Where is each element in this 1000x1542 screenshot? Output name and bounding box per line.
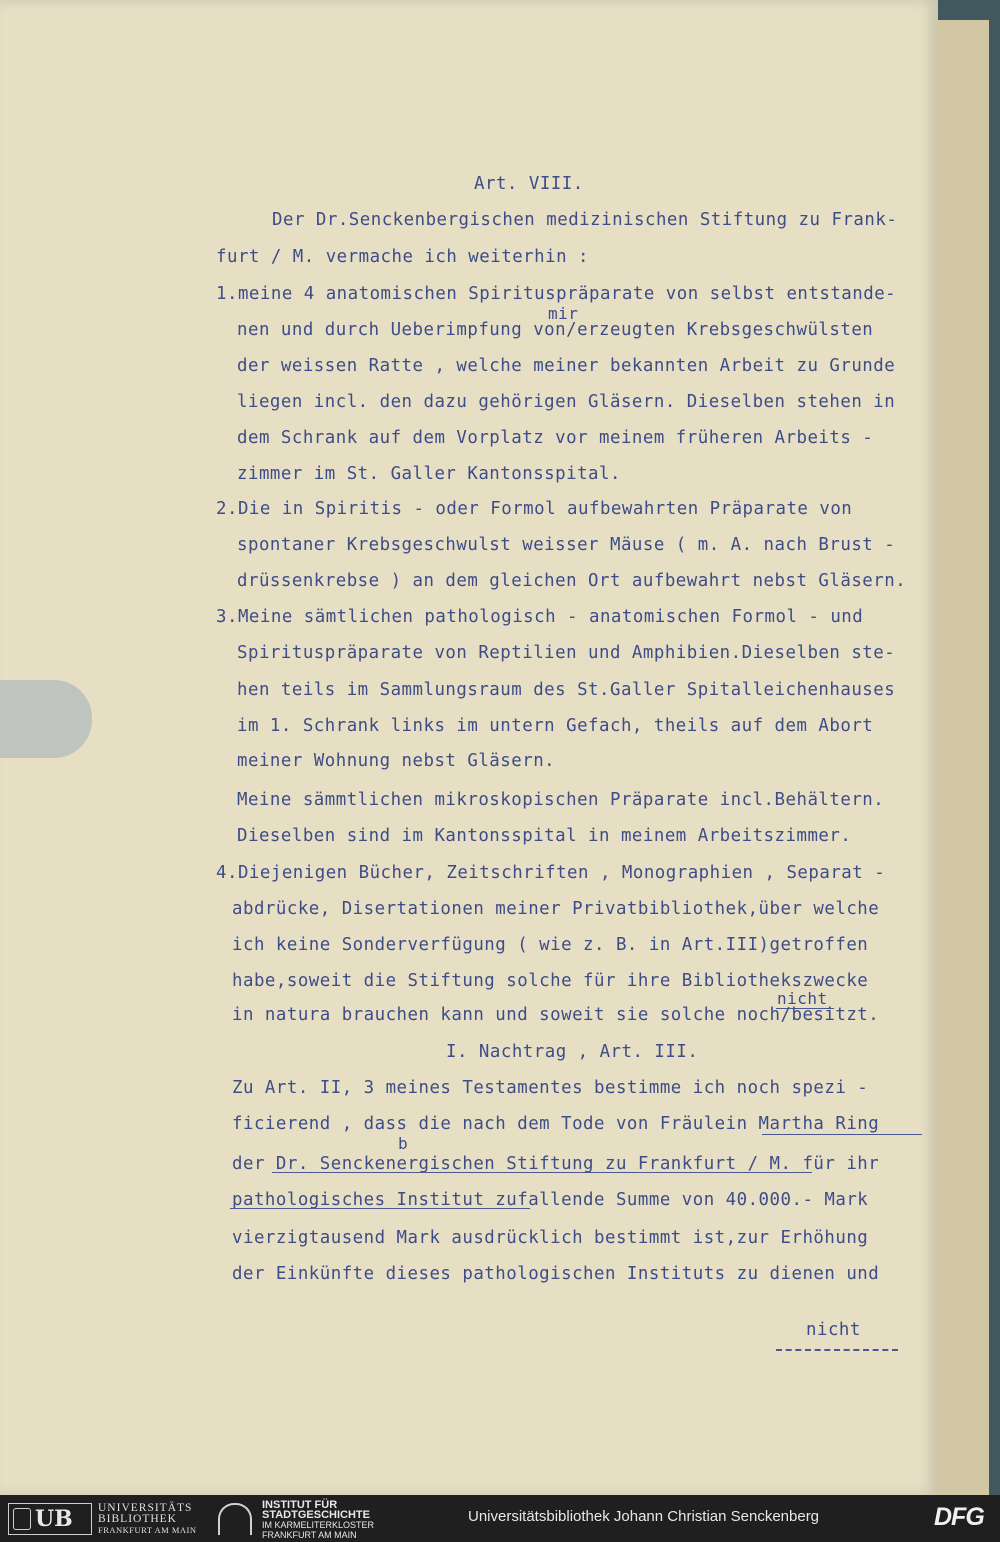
interlinear-insertion: nicht <box>777 989 828 1008</box>
document-title: Art. VIII. <box>474 174 584 194</box>
text-line: der Einkünfte dieses pathologischen Instituts zu dienen und <box>232 1264 880 1284</box>
text-line: Zu Art. II, 3 meines Testamentes bestimme ich noch spezi - <box>232 1078 869 1098</box>
text-line: Meine sämmtlichen mikroskopischen Präparate incl.Behältern. <box>237 790 885 810</box>
portrait-icon <box>13 1508 31 1530</box>
arch-icon <box>218 1503 252 1535</box>
text-line: 2.Die in Spiritis - oder Formol aufbewahrten Präparate von <box>216 499 853 519</box>
text-line: der Dr. Senckenergischen Stiftung zu Frankfurt / M. für ihr <box>232 1154 880 1174</box>
underline-stiftung <box>272 1172 812 1173</box>
catchword: nicht <box>806 1320 861 1340</box>
text-line: in natura brauchen kann und soweit sie solche noch/besitzt. <box>232 1005 880 1025</box>
text-line: meiner Wohnung nebst Gläsern. <box>237 751 556 771</box>
text-line: ficierend , dass die nach dem Tode von Fräulein Martha Ring <box>232 1114 880 1134</box>
isg-name[interactable]: INSTITUT FÜR STADTGESCHICHTE IM KARMELITERKLOSTER FRANKFURT AM MAIN <box>262 1499 375 1540</box>
text-line: spontaner Krebsgeschwulst weisser Mäuse ( m. A. nach Brust - <box>237 535 896 555</box>
ub-logo-text: UB <box>35 1506 73 1532</box>
text-line: Dieselben sind im Kantonsspital in meinem Arbeitszimmer. <box>237 826 852 846</box>
text-line: abdrücke, Disertationen meiner Privatbibliothek,über welche <box>232 899 880 919</box>
page-clip-tab <box>0 680 92 758</box>
text-line: dem Schrank auf dem Vorplatz vor meinem früheren Arbeits - <box>237 428 874 448</box>
text-line: 1.meine 4 anatomischen Spirituspräparate von selbst entstande- <box>216 284 897 304</box>
interlinear-insertion: mir <box>548 304 579 323</box>
ub-logo[interactable] <box>8 1503 92 1535</box>
text-line: nen und durch Ueberimpfung von/erzeugten Krebsgeschwülsten <box>237 320 874 340</box>
text-line: 3.Meine sämtlichen pathologisch - anatomischen Formol - und <box>216 607 864 627</box>
text-line: ich keine Sonderverfügung ( wie z. B. in Art.III)getroffen <box>232 935 869 955</box>
text-line: drüssenkrebse ) an dem gleichen Ort aufbewahrt nebst Gläsern. <box>237 571 907 591</box>
text-line: hen teils im Sammlungsraum des St.Galler Spitalleichenhauses <box>237 680 896 700</box>
text-line: vierzigtausend Mark ausdrücklich bestimmt ist,zur Erhöhung <box>232 1228 869 1248</box>
dfg-logo[interactable]: DFG <box>934 1503 984 1531</box>
text-line: liegen incl. den dazu gehörigen Gläsern. Dieselben stehen in <box>237 392 896 412</box>
interlinear-insertion: b <box>398 1134 409 1153</box>
footer-library-name[interactable]: Universitätsbibliothek Johann Christian Senckenberg <box>468 1508 820 1525</box>
text-line: pathologisches Institut zufallende Summe von 40.000.- Mark <box>232 1190 869 1210</box>
text-line: furt / M. vermache ich weiterhin : <box>216 247 589 267</box>
underline-institut <box>230 1208 530 1209</box>
text-line: im 1. Schrank links im untern Gefach, theils auf dem Abort <box>237 716 874 736</box>
text-line: 4.Diejenigen Bücher, Zeitschriften , Monographien , Separat - <box>216 863 886 883</box>
text-line: habe,soweit die Stiftung solche für ihre Bibliothekszwecke <box>232 971 869 991</box>
footer-bar <box>0 1495 1000 1542</box>
text-line: der weissen Ratte , welche meiner bekannten Arbeit zu Grunde <box>237 356 896 376</box>
ub-name: UNIVERSITÄTS BIBLIOTHEK FRANKFURT AM MAIN <box>98 1502 197 1535</box>
underline-martha-ring <box>762 1134 922 1135</box>
text-line: zimmer im St. Galler Kantonsspital. <box>237 464 621 484</box>
catchword-underline <box>776 1349 898 1351</box>
text-line: Spirituspräparate von Reptilien und Amphibien.Dieselben ste- <box>237 643 896 663</box>
section-heading: I. Nachtrag , Art. III. <box>446 1042 699 1062</box>
text-line: Der Dr.Senckenbergischen medizinischen Stiftung zu Frank- <box>272 210 898 230</box>
